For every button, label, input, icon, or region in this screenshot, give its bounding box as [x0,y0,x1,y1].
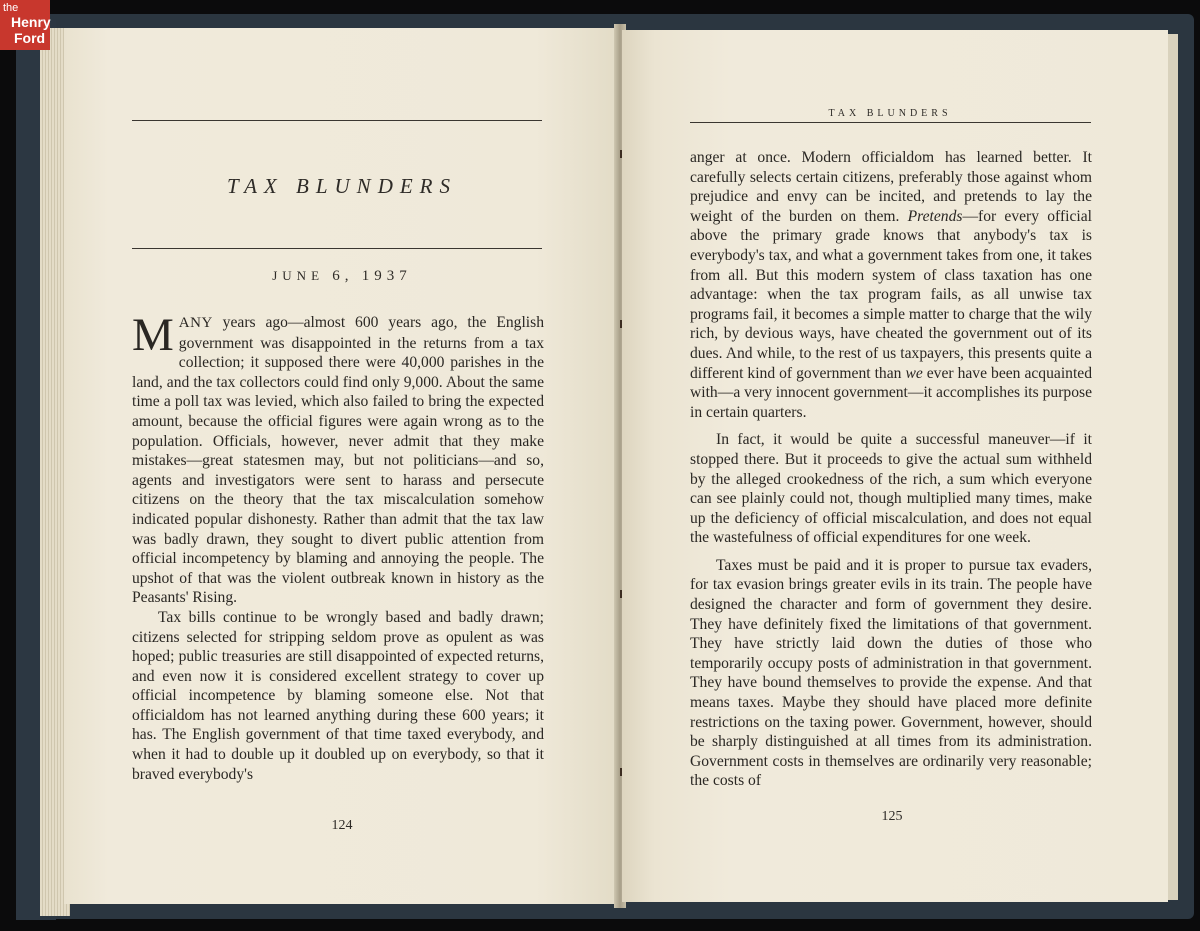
italic-we: we [905,364,923,382]
italic-pretends: Pretends [907,207,963,225]
chapter-title: TAX BLUNDERS [226,174,458,198]
date-day: 6, [332,268,354,284]
left-page [64,28,620,904]
page-number-left: 124 [331,818,353,833]
left-paragraph-1-text: years ago—almost 600 years ago, the English government was disappointed in the returns from a tax collection; it supposed there were 40,000 parishes in the land, and the tax collectors could find only 9,000. About the same time a poll tax was levied, which also failed to bring the expected amount, because the official figures were again wrong as to the population. Officials, however, never admit that they make mistakes—great statesmen may, but not politicians—and so, agents and investigators were sent to harass and persecute citizens on the theory that the tax miscalculation somehow indicated popular dishonesty. Rather than admit that the tax law was badly drawn, they sought to divert public attention from official incompetency by blaming and annoying the people. The upshot of that was the violent outbreak known in history as the Peasants' Rising. [132,314,544,607]
page-number-right: 125 [881,809,903,824]
first-word-smallcaps: ANY [178,315,213,331]
right-page-body [690,148,1092,791]
right-paragraph-3: Taxes must be paid and it is proper to pursue tax evaders, for tax evasion brings greater evils in its train. The people have designed the character and form of government they desire. They have definitely fixed the limitations of that government. They have strictly laid down the duties of those who temporarily occupy posts of administration in that government. They have bound themselves to provide the expense. And that means taxes. Maybe they should have placed more definite restrictions on the taxing power. Government, however, should be sharply distinguished at all times from its administration. Government costs in themselves are ordinarily very reasonable; the costs of [690,556,1092,790]
logo-text-the: the [3,2,19,14]
right-paragraph-2: In fact, it would be quite a successful maneuver—if it stopped there. But it proceeds to give the actual sum withheld by the alleged crookedness of the rich, a sum which everyone can see plainly could not, though multiplied many times, make up the deficiency of official miscalculation, and does not equal the wastefulness of official expenditures for one week. [690,431,1092,547]
henry-ford-logo [0,0,50,50]
drop-cap: M [132,309,174,361]
right-paragraph-1-text-a: anger at once. Modern officialdom has learned better. It carefully selects certain citizens, preferably those against whom prejudice and envy can be incited, and pretends to lay the weight of the burden on them. [690,149,1092,225]
right-paragraph-1-text-b: —for every official above the primary grade knows that anybody's tax is everybody's tax, and what a government takes from one, it takes from all. But this modern system of class taxation has one advantage: when the tax program fails, as all unwise tax programs fail, it becomes a simple matter to charge that the wily rich, by devious ways, have cheated the government out of its dues. And while, to the rest of us taxpayers, this presents quite a different kind of government than [690,207,1092,382]
left-paragraph-2: Tax bills continue to be wrongly based and badly drawn; citizens selected for stripping seldom prove as opulent as was hoped; public treasuries are still disappointed of expected returns, and even now it is considered excellent strategy to cover up official incompetence by blaming someone else. Not that officialdom has not learned anything during these 600 years; it has. The English government of that time taxed everybody, and when it had to double up it doubled up on everybody, so that it braved everybody's [132,608,544,783]
title-bottom-rule [132,248,542,249]
chapter-date [64,268,620,285]
running-head: TAX BLUNDERS [828,108,952,119]
logo-text-henry: Henry [11,14,51,30]
running-head-rule [690,122,1091,123]
right-paragraph-1 [690,148,1092,422]
right-paragraph-1-text-c: ever have been acquainted with—a very innocent government—it accomplishes its purpose in certain quarters. [690,364,1092,421]
left-paragraph-1 [132,309,544,608]
title-top-rule [132,120,542,121]
right-page [622,30,1168,902]
logo-text-ford: Ford [14,30,46,46]
date-year: 1937 [361,268,412,284]
date-month: JUNE [272,268,325,283]
left-page-body [132,309,544,784]
